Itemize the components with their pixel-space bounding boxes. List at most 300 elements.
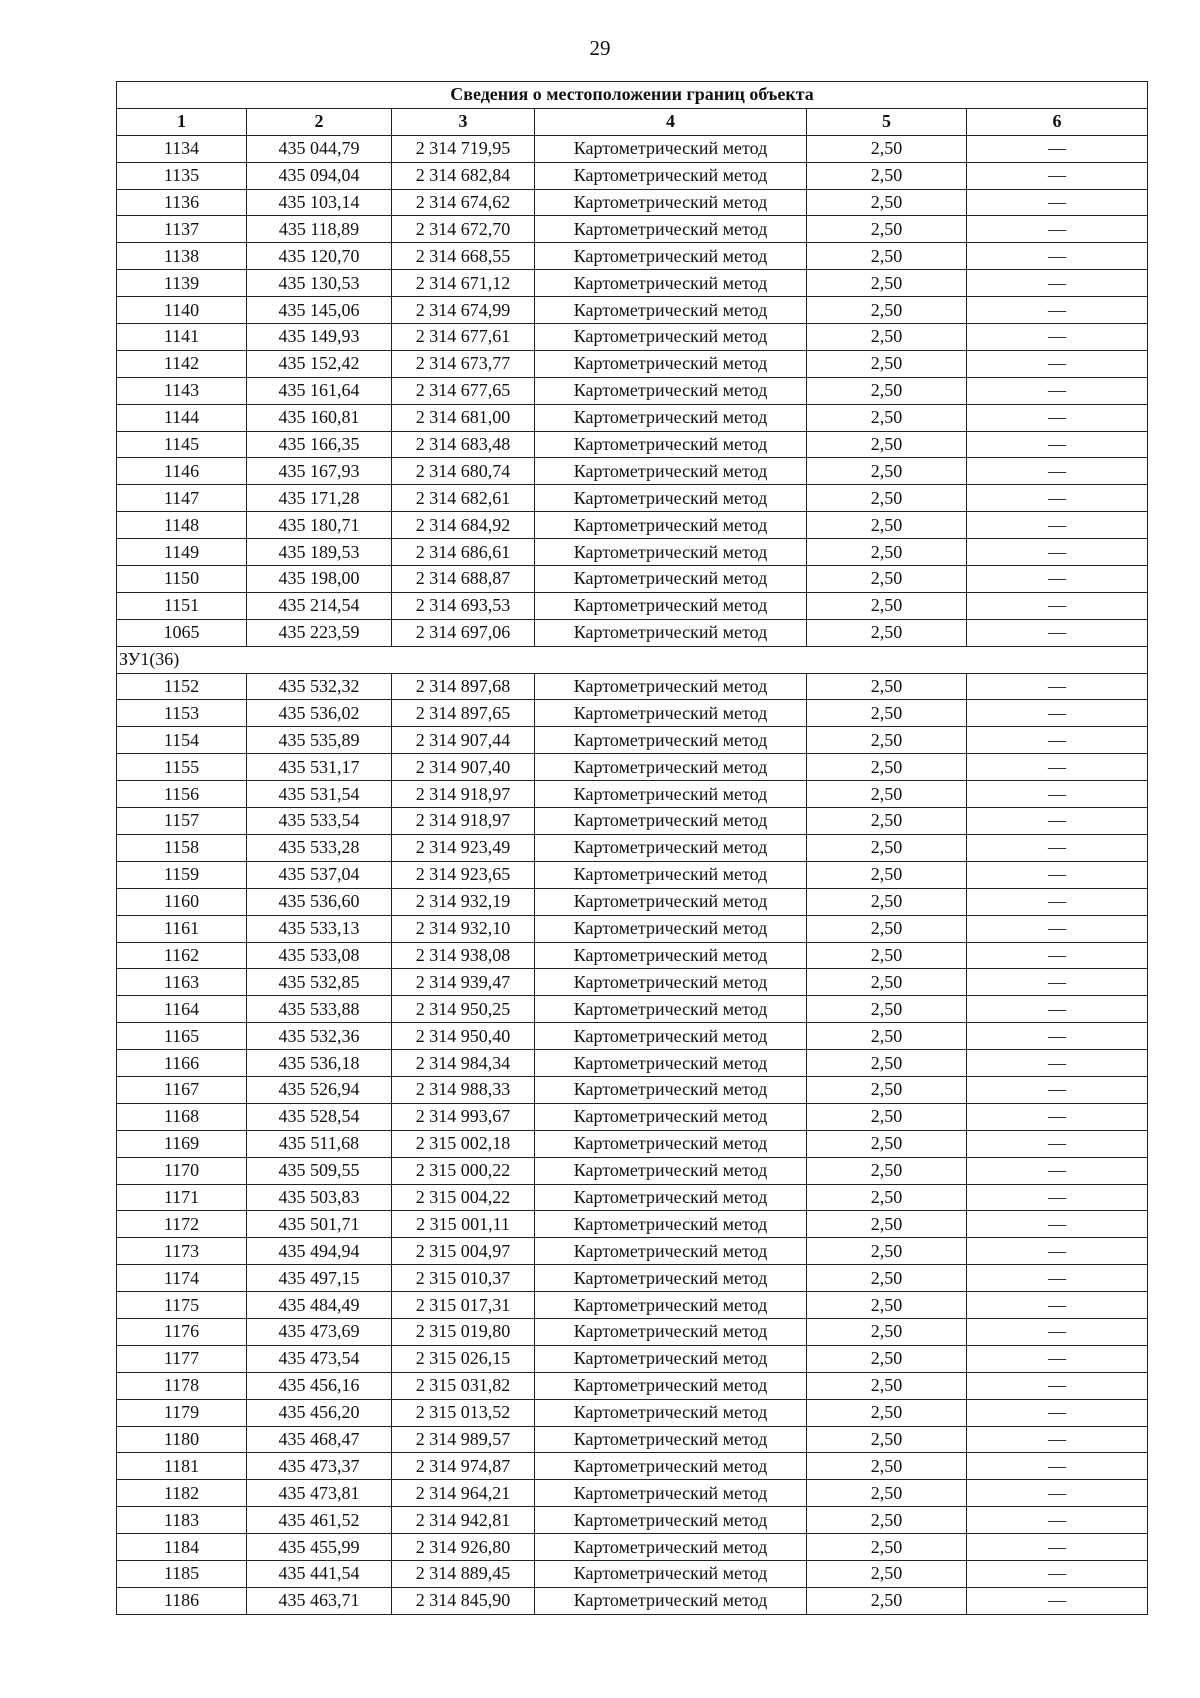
- description-cell: —: [967, 1292, 1148, 1319]
- y-coordinate-cell: 2 314 907,40: [392, 754, 535, 781]
- description-cell: —: [967, 1534, 1148, 1561]
- accuracy-cell: 2,50: [807, 1534, 967, 1561]
- method-cell: Картометрический метод: [535, 1426, 807, 1453]
- y-coordinate-cell: 2 315 026,15: [392, 1345, 535, 1372]
- method-cell: Картометрический метод: [535, 377, 807, 404]
- accuracy-cell: 2,50: [807, 1076, 967, 1103]
- accuracy-cell: 2,50: [807, 566, 967, 593]
- y-coordinate-cell: 2 314 671,12: [392, 270, 535, 297]
- section-label: ЗУ1(36): [117, 646, 1148, 673]
- description-cell: —: [967, 673, 1148, 700]
- x-coordinate-cell: 435 456,16: [247, 1372, 392, 1399]
- point-number-cell: 1144: [117, 404, 247, 431]
- accuracy-cell: 2,50: [807, 270, 967, 297]
- accuracy-cell: 2,50: [807, 673, 967, 700]
- x-coordinate-cell: 435 130,53: [247, 270, 392, 297]
- x-coordinate-cell: 435 532,85: [247, 969, 392, 996]
- method-cell: Картометрический метод: [535, 1076, 807, 1103]
- table-row: [117, 1076, 1148, 1103]
- column-header-4: 4: [535, 108, 807, 135]
- method-cell: Картометрический метод: [535, 189, 807, 216]
- accuracy-cell: 2,50: [807, 1157, 967, 1184]
- point-number-cell: 1153: [117, 700, 247, 727]
- description-cell: —: [967, 834, 1148, 861]
- y-coordinate-cell: 2 314 918,97: [392, 781, 535, 808]
- accuracy-cell: 2,50: [807, 1023, 967, 1050]
- description-cell: —: [967, 942, 1148, 969]
- point-number-cell: 1182: [117, 1480, 247, 1507]
- y-coordinate-cell: 2 314 989,57: [392, 1426, 535, 1453]
- method-cell: Картометрический метод: [535, 673, 807, 700]
- x-coordinate-cell: 435 533,88: [247, 996, 392, 1023]
- table-row: [117, 1426, 1148, 1453]
- point-number-cell: 1180: [117, 1426, 247, 1453]
- y-coordinate-cell: 2 314 964,21: [392, 1480, 535, 1507]
- y-coordinate-cell: 2 314 984,34: [392, 1050, 535, 1077]
- description-cell: —: [967, 1184, 1148, 1211]
- y-coordinate-cell: 2 315 019,80: [392, 1318, 535, 1345]
- method-cell: Картометрический метод: [535, 566, 807, 593]
- table-row: [117, 915, 1148, 942]
- method-cell: Картометрический метод: [535, 1318, 807, 1345]
- method-cell: Картометрический метод: [535, 162, 807, 189]
- x-coordinate-cell: 435 497,15: [247, 1265, 392, 1292]
- description-cell: —: [967, 1453, 1148, 1480]
- accuracy-cell: 2,50: [807, 1238, 967, 1265]
- y-coordinate-cell: 2 314 950,25: [392, 996, 535, 1023]
- y-coordinate-cell: 2 314 693,53: [392, 592, 535, 619]
- x-coordinate-cell: 435 171,28: [247, 485, 392, 512]
- x-coordinate-cell: 435 509,55: [247, 1157, 392, 1184]
- description-cell: —: [967, 512, 1148, 539]
- accuracy-cell: 2,50: [807, 539, 967, 566]
- point-number-cell: 1137: [117, 216, 247, 243]
- description-cell: —: [967, 243, 1148, 270]
- accuracy-cell: 2,50: [807, 162, 967, 189]
- method-cell: Картометрический метод: [535, 861, 807, 888]
- x-coordinate-cell: 435 533,08: [247, 942, 392, 969]
- column-header-1: 1: [117, 108, 247, 135]
- description-cell: —: [967, 781, 1148, 808]
- point-number-cell: 1178: [117, 1372, 247, 1399]
- method-cell: Картометрический метод: [535, 1157, 807, 1184]
- method-cell: Картометрический метод: [535, 1103, 807, 1130]
- x-coordinate-cell: 435 118,89: [247, 216, 392, 243]
- y-coordinate-cell: 2 314 942,81: [392, 1507, 535, 1534]
- table-row: [117, 1560, 1148, 1587]
- y-coordinate-cell: 2 315 004,97: [392, 1238, 535, 1265]
- y-coordinate-cell: 2 315 000,22: [392, 1157, 535, 1184]
- method-cell: Картометрический метод: [535, 1265, 807, 1292]
- y-coordinate-cell: 2 314 938,08: [392, 942, 535, 969]
- x-coordinate-cell: 435 536,60: [247, 888, 392, 915]
- section-row: [117, 646, 1148, 673]
- method-cell: Картометрический метод: [535, 485, 807, 512]
- table-row: [117, 1265, 1148, 1292]
- table-row: [117, 485, 1148, 512]
- accuracy-cell: 2,50: [807, 1265, 967, 1292]
- accuracy-cell: 2,50: [807, 727, 967, 754]
- point-number-cell: 1145: [117, 431, 247, 458]
- table-row: [117, 1507, 1148, 1534]
- method-cell: Картометрический метод: [535, 808, 807, 835]
- description-cell: —: [967, 350, 1148, 377]
- description-cell: —: [967, 270, 1148, 297]
- accuracy-cell: 2,50: [807, 431, 967, 458]
- x-coordinate-cell: 435 473,81: [247, 1480, 392, 1507]
- description-cell: —: [967, 1426, 1148, 1453]
- y-coordinate-cell: 2 315 001,11: [392, 1211, 535, 1238]
- accuracy-cell: 2,50: [807, 458, 967, 485]
- x-coordinate-cell: 435 441,54: [247, 1560, 392, 1587]
- accuracy-cell: 2,50: [807, 1050, 967, 1077]
- table-row: [117, 431, 1148, 458]
- x-coordinate-cell: 435 161,64: [247, 377, 392, 404]
- y-coordinate-cell: 2 314 897,68: [392, 673, 535, 700]
- column-header-6: 6: [967, 108, 1148, 135]
- accuracy-cell: 2,50: [807, 1480, 967, 1507]
- y-coordinate-cell: 2 315 010,37: [392, 1265, 535, 1292]
- page-number: 29: [589, 36, 611, 60]
- x-coordinate-cell: 435 533,54: [247, 808, 392, 835]
- column-header-row: [117, 108, 1148, 135]
- y-coordinate-cell: 2 314 680,74: [392, 458, 535, 485]
- y-coordinate-cell: 2 314 677,61: [392, 324, 535, 351]
- method-cell: Картометрический метод: [535, 404, 807, 431]
- table-row: [117, 808, 1148, 835]
- x-coordinate-cell: 435 473,37: [247, 1453, 392, 1480]
- accuracy-cell: 2,50: [807, 1560, 967, 1587]
- x-coordinate-cell: 435 535,89: [247, 727, 392, 754]
- method-cell: Картометрический метод: [535, 727, 807, 754]
- accuracy-cell: 2,50: [807, 1292, 967, 1319]
- x-coordinate-cell: 435 166,35: [247, 431, 392, 458]
- y-coordinate-cell: 2 314 923,65: [392, 861, 535, 888]
- table-row: [117, 1318, 1148, 1345]
- method-cell: Картометрический метод: [535, 1211, 807, 1238]
- x-coordinate-cell: 435 094,04: [247, 162, 392, 189]
- point-number-cell: 1146: [117, 458, 247, 485]
- table-row: [117, 1157, 1148, 1184]
- x-coordinate-cell: 435 532,32: [247, 673, 392, 700]
- accuracy-cell: 2,50: [807, 1507, 967, 1534]
- table-row: [117, 781, 1148, 808]
- table-row: [117, 162, 1148, 189]
- point-number-cell: 1170: [117, 1157, 247, 1184]
- method-cell: Картометрический метод: [535, 1023, 807, 1050]
- description-cell: —: [967, 404, 1148, 431]
- table-row: [117, 1372, 1148, 1399]
- method-cell: Картометрический метод: [535, 781, 807, 808]
- point-number-cell: 1136: [117, 189, 247, 216]
- y-coordinate-cell: 2 314 674,62: [392, 189, 535, 216]
- table-row: [117, 861, 1148, 888]
- method-cell: Картометрический метод: [535, 996, 807, 1023]
- y-coordinate-cell: 2 315 013,52: [392, 1399, 535, 1426]
- y-coordinate-cell: 2 315 002,18: [392, 1130, 535, 1157]
- table-row: [117, 1050, 1148, 1077]
- x-coordinate-cell: 435 044,79: [247, 135, 392, 162]
- column-header-2: 2: [247, 108, 392, 135]
- accuracy-cell: 2,50: [807, 700, 967, 727]
- accuracy-cell: 2,50: [807, 619, 967, 646]
- y-coordinate-cell: 2 315 031,82: [392, 1372, 535, 1399]
- table-row: [117, 1103, 1148, 1130]
- x-coordinate-cell: 435 145,06: [247, 297, 392, 324]
- description-cell: —: [967, 1345, 1148, 1372]
- accuracy-cell: 2,50: [807, 1453, 967, 1480]
- description-cell: —: [967, 1157, 1148, 1184]
- table-row: [117, 700, 1148, 727]
- accuracy-cell: 2,50: [807, 969, 967, 996]
- x-coordinate-cell: 435 526,94: [247, 1076, 392, 1103]
- y-coordinate-cell: 2 314 950,40: [392, 1023, 535, 1050]
- point-number-cell: 1155: [117, 754, 247, 781]
- table-row: [117, 1587, 1148, 1614]
- description-cell: —: [967, 1076, 1148, 1103]
- x-coordinate-cell: 435 501,71: [247, 1211, 392, 1238]
- point-number-cell: 1164: [117, 996, 247, 1023]
- table-row: [117, 1453, 1148, 1480]
- method-cell: Картометрический метод: [535, 834, 807, 861]
- x-coordinate-cell: 435 160,81: [247, 404, 392, 431]
- description-cell: —: [967, 1265, 1148, 1292]
- accuracy-cell: 2,50: [807, 861, 967, 888]
- x-coordinate-cell: 435 180,71: [247, 512, 392, 539]
- accuracy-cell: 2,50: [807, 996, 967, 1023]
- point-number-cell: 1157: [117, 808, 247, 835]
- x-coordinate-cell: 435 533,13: [247, 915, 392, 942]
- x-coordinate-cell: 435 120,70: [247, 243, 392, 270]
- description-cell: —: [967, 808, 1148, 835]
- point-number-cell: 1177: [117, 1345, 247, 1372]
- table-row: [117, 243, 1148, 270]
- point-number-cell: 1142: [117, 350, 247, 377]
- method-cell: Картометрический метод: [535, 1480, 807, 1507]
- y-coordinate-cell: 2 314 719,95: [392, 135, 535, 162]
- x-coordinate-cell: 435 484,49: [247, 1292, 392, 1319]
- description-cell: —: [967, 969, 1148, 996]
- point-number-cell: 1175: [117, 1292, 247, 1319]
- description-cell: —: [967, 1560, 1148, 1587]
- point-number-cell: 1149: [117, 539, 247, 566]
- description-cell: —: [967, 1587, 1148, 1614]
- y-coordinate-cell: 2 314 683,48: [392, 431, 535, 458]
- y-coordinate-cell: 2 314 682,84: [392, 162, 535, 189]
- table-row: [117, 377, 1148, 404]
- description-cell: —: [967, 996, 1148, 1023]
- point-number-cell: 1167: [117, 1076, 247, 1103]
- y-coordinate-cell: 2 314 674,99: [392, 297, 535, 324]
- table-row: [117, 1399, 1148, 1426]
- point-number-cell: 1156: [117, 781, 247, 808]
- x-coordinate-cell: 435 463,71: [247, 1587, 392, 1614]
- column-header-5: 5: [807, 108, 967, 135]
- table-row: [117, 1345, 1148, 1372]
- method-cell: Картометрический метод: [535, 969, 807, 996]
- accuracy-cell: 2,50: [807, 377, 967, 404]
- accuracy-cell: 2,50: [807, 1184, 967, 1211]
- accuracy-cell: 2,50: [807, 781, 967, 808]
- point-number-cell: 1141: [117, 324, 247, 351]
- method-cell: Картометрический метод: [535, 270, 807, 297]
- point-number-cell: 1179: [117, 1399, 247, 1426]
- boundary-coordinates-table: [116, 81, 1148, 1615]
- table-row: [117, 619, 1148, 646]
- point-number-cell: 1162: [117, 942, 247, 969]
- description-cell: —: [967, 189, 1148, 216]
- table-title-row: [117, 82, 1148, 109]
- description-cell: —: [967, 1238, 1148, 1265]
- accuracy-cell: 2,50: [807, 243, 967, 270]
- point-number-cell: 1159: [117, 861, 247, 888]
- method-cell: Картометрический метод: [535, 1130, 807, 1157]
- accuracy-cell: 2,50: [807, 1318, 967, 1345]
- method-cell: Картометрический метод: [535, 1372, 807, 1399]
- x-coordinate-cell: 435 533,28: [247, 834, 392, 861]
- y-coordinate-cell: 2 314 668,55: [392, 243, 535, 270]
- x-coordinate-cell: 435 528,54: [247, 1103, 392, 1130]
- table-row: [117, 297, 1148, 324]
- point-number-cell: 1165: [117, 1023, 247, 1050]
- point-number-cell: 1161: [117, 915, 247, 942]
- accuracy-cell: 2,50: [807, 808, 967, 835]
- x-coordinate-cell: 435 189,53: [247, 539, 392, 566]
- description-cell: —: [967, 592, 1148, 619]
- description-cell: —: [967, 162, 1148, 189]
- method-cell: Картометрический метод: [535, 1399, 807, 1426]
- point-number-cell: 1143: [117, 377, 247, 404]
- accuracy-cell: 2,50: [807, 1103, 967, 1130]
- method-cell: Картометрический метод: [535, 135, 807, 162]
- point-number-cell: 1152: [117, 673, 247, 700]
- table-row: [117, 1130, 1148, 1157]
- y-coordinate-cell: 2 314 907,44: [392, 727, 535, 754]
- method-cell: Картометрический метод: [535, 297, 807, 324]
- table-row: [117, 727, 1148, 754]
- table-row: [117, 135, 1148, 162]
- point-number-cell: 1134: [117, 135, 247, 162]
- table-row: [117, 673, 1148, 700]
- accuracy-cell: 2,50: [807, 1426, 967, 1453]
- method-cell: Картометрический метод: [535, 700, 807, 727]
- method-cell: Картометрический метод: [535, 754, 807, 781]
- point-number-cell: 1166: [117, 1050, 247, 1077]
- y-coordinate-cell: 2 314 897,65: [392, 700, 535, 727]
- point-number-cell: 1183: [117, 1507, 247, 1534]
- table-row: [117, 592, 1148, 619]
- description-cell: —: [967, 1507, 1148, 1534]
- method-cell: Картометрический метод: [535, 915, 807, 942]
- point-number-cell: 1150: [117, 566, 247, 593]
- table-row: [117, 754, 1148, 781]
- table-row: [117, 512, 1148, 539]
- y-coordinate-cell: 2 314 918,97: [392, 808, 535, 835]
- method-cell: Картометрический метод: [535, 324, 807, 351]
- y-coordinate-cell: 2 314 688,87: [392, 566, 535, 593]
- table-row: [117, 888, 1148, 915]
- accuracy-cell: 2,50: [807, 915, 967, 942]
- y-coordinate-cell: 2 314 926,80: [392, 1534, 535, 1561]
- table-row: [117, 1292, 1148, 1319]
- point-number-cell: 1174: [117, 1265, 247, 1292]
- x-coordinate-cell: 435 456,20: [247, 1399, 392, 1426]
- y-coordinate-cell: 2 314 845,90: [392, 1587, 535, 1614]
- method-cell: Картометрический метод: [535, 1453, 807, 1480]
- accuracy-cell: 2,50: [807, 485, 967, 512]
- x-coordinate-cell: 435 473,69: [247, 1318, 392, 1345]
- method-cell: Картометрический метод: [535, 1345, 807, 1372]
- x-coordinate-cell: 435 511,68: [247, 1130, 392, 1157]
- point-number-cell: 1140: [117, 297, 247, 324]
- x-coordinate-cell: 435 149,93: [247, 324, 392, 351]
- description-cell: —: [967, 727, 1148, 754]
- description-cell: —: [967, 700, 1148, 727]
- accuracy-cell: 2,50: [807, 1345, 967, 1372]
- x-coordinate-cell: 435 473,54: [247, 1345, 392, 1372]
- x-coordinate-cell: 435 167,93: [247, 458, 392, 485]
- point-number-cell: 1171: [117, 1184, 247, 1211]
- method-cell: Картометрический метод: [535, 1050, 807, 1077]
- description-cell: —: [967, 1130, 1148, 1157]
- table-row: [117, 189, 1148, 216]
- point-number-cell: 1151: [117, 592, 247, 619]
- method-cell: Картометрический метод: [535, 458, 807, 485]
- y-coordinate-cell: 2 314 993,67: [392, 1103, 535, 1130]
- point-number-cell: 1184: [117, 1534, 247, 1561]
- x-coordinate-cell: 435 455,99: [247, 1534, 392, 1561]
- method-cell: Картометрический метод: [535, 1292, 807, 1319]
- point-number-cell: 1147: [117, 485, 247, 512]
- x-coordinate-cell: 435 198,00: [247, 566, 392, 593]
- table-row: [117, 1480, 1148, 1507]
- description-cell: —: [967, 1103, 1148, 1130]
- method-cell: Картометрический метод: [535, 216, 807, 243]
- accuracy-cell: 2,50: [807, 404, 967, 431]
- y-coordinate-cell: 2 314 672,70: [392, 216, 535, 243]
- table-row: [117, 270, 1148, 297]
- accuracy-cell: 2,50: [807, 834, 967, 861]
- x-coordinate-cell: 435 536,18: [247, 1050, 392, 1077]
- accuracy-cell: 2,50: [807, 297, 967, 324]
- method-cell: Картометрический метод: [535, 539, 807, 566]
- method-cell: Картометрический метод: [535, 888, 807, 915]
- description-cell: —: [967, 915, 1148, 942]
- method-cell: Картометрический метод: [535, 1184, 807, 1211]
- description-cell: —: [967, 861, 1148, 888]
- description-cell: —: [967, 297, 1148, 324]
- table-row: [117, 1184, 1148, 1211]
- point-number-cell: 1173: [117, 1238, 247, 1265]
- point-number-cell: 1139: [117, 270, 247, 297]
- method-cell: Картометрический метод: [535, 431, 807, 458]
- method-cell: Картометрический метод: [535, 1534, 807, 1561]
- point-number-cell: 1163: [117, 969, 247, 996]
- description-cell: —: [967, 1023, 1148, 1050]
- accuracy-cell: 2,50: [807, 189, 967, 216]
- y-coordinate-cell: 2 314 677,65: [392, 377, 535, 404]
- description-cell: —: [967, 377, 1148, 404]
- table-row: [117, 1534, 1148, 1561]
- table-row: [117, 458, 1148, 485]
- description-cell: —: [967, 888, 1148, 915]
- method-cell: Картометрический метод: [535, 942, 807, 969]
- table-row: [117, 1023, 1148, 1050]
- point-number-cell: 1065: [117, 619, 247, 646]
- x-coordinate-cell: 435 214,54: [247, 592, 392, 619]
- table-row: [117, 216, 1148, 243]
- x-coordinate-cell: 435 494,94: [247, 1238, 392, 1265]
